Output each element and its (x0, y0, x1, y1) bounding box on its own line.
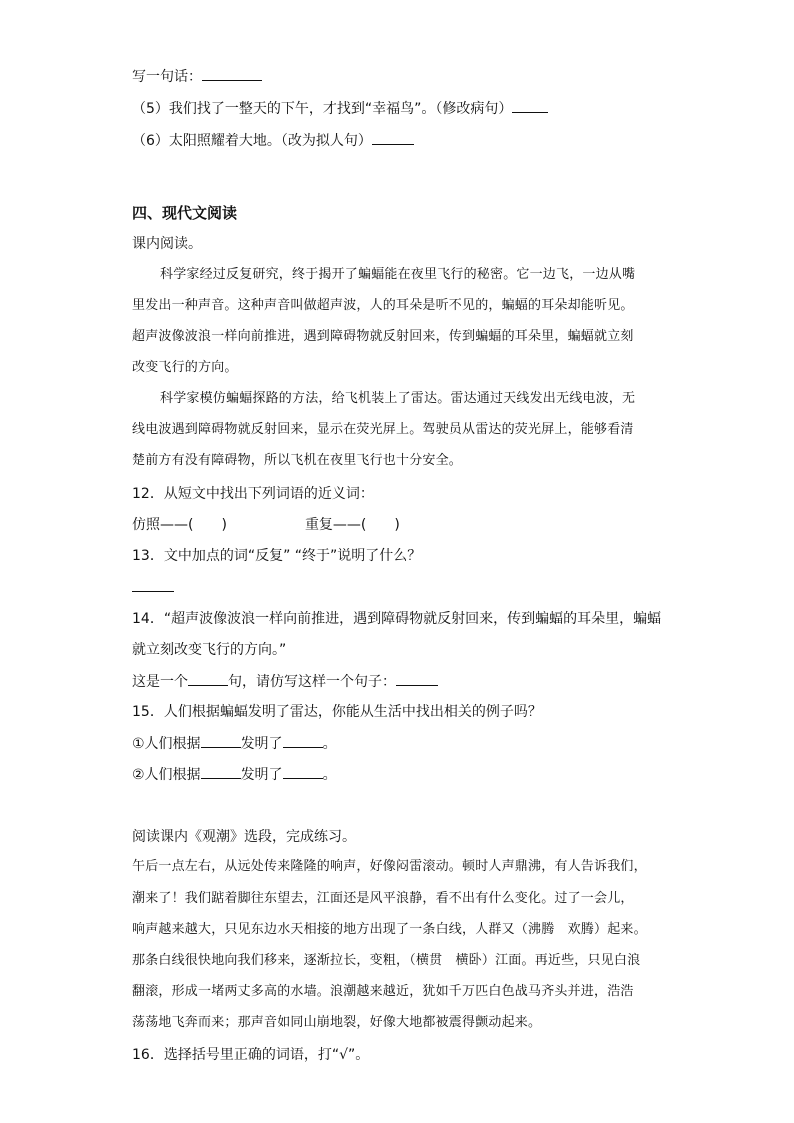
write-sentence-line (132, 66, 262, 87)
answer-blank[interactable] (396, 671, 438, 686)
passage-line: 荡荡地飞奔而来；那声音如同山崩地裂，好像大地都被震得颤动起来。 (132, 1015, 542, 1030)
question-14-line1: 14．“超声波像波浪一样向前推进，遇到障碍物就反射回来，传到蝙蝠的耳朵里，蝙蝠 (132, 611, 662, 627)
answer-blank[interactable] (188, 671, 228, 686)
question-12-items (132, 515, 400, 535)
answer-blank[interactable] (372, 130, 414, 145)
question-13: 13．文中加点的词“反复” “终于”说明了什么？ (132, 548, 422, 564)
answer-blank[interactable] (512, 98, 548, 113)
synonym-item-1: 仿照——( ) (132, 517, 227, 533)
question-12: 12．从短文中找出下列词语的近义词： (132, 486, 374, 502)
question-6 (132, 130, 414, 151)
passage-line: 里发出一种声音。这种声音叫做超声波，人的耳朵是听不见的，蝙蝠的耳朵却能听见。 (132, 298, 634, 313)
passage-line: 改变飞行的方向。 (132, 360, 238, 375)
section-intro: 课内阅读。 (132, 236, 202, 252)
answer-blank[interactable] (201, 733, 241, 748)
passage-line: 楚前方有没有障碍物，所以飞机在夜里飞行也十分安全。 (132, 453, 463, 468)
answer-blank[interactable] (283, 733, 323, 748)
passage-line: 超声波像波浪一样向前推进，遇到障碍物就反射回来，传到蝙蝠的耳朵里，蝙蝠就立刻 (132, 329, 634, 344)
passage-line: 科学家经过反复研究，终于揭开了蝙蝠能在夜里飞行的秘密。它一边飞，一边从嘴 (160, 267, 636, 282)
passage-line: 午后一点左右，从远处传来隆隆的响声，好像闷雷滚动。顿时人声鼎沸，有人告诉我们， (132, 859, 647, 874)
q15-text: 发明了 (240, 736, 283, 752)
section-title: 四、现代文阅读 (132, 204, 238, 222)
question-15-item-1 (132, 733, 337, 754)
write-sentence-label: 写一句话： (132, 69, 202, 85)
question-13-answer (132, 577, 174, 598)
passage-line: 线电波遇到障碍物就反射回来，显示在荧光屏上。驾驶员从雷达的荧光屏上，能够看清 (132, 422, 634, 437)
question-6-text: （6）太阳照耀着大地。（改为拟人句） (132, 133, 372, 149)
passage-line: 潮来了！我们踮着脚往东望去，江面还是风平浪静，看不出有什么变化。过了一会儿， (132, 891, 634, 906)
question-5-text: （5）我们找了一整天的下午，才找到“幸福鸟”。（修改病句） (132, 101, 513, 117)
q15-text: ①人们根据 (132, 736, 201, 752)
answer-blank[interactable] (201, 764, 241, 779)
q15-text: ②人们根据 (132, 767, 201, 783)
section-intro-guanchao: 阅读课内《观潮》选段，完成练习。 (132, 829, 356, 845)
question-5 (132, 98, 548, 119)
passage-line: 翻滚，形成一堵两丈多高的水墙。浪潮越来越近，犹如千万匹白色战马齐头并进，浩浩 (132, 984, 634, 999)
answer-blank[interactable] (202, 66, 262, 81)
question-14-answer (132, 671, 438, 692)
answer-blank[interactable] (283, 764, 323, 779)
q15-period: 。 (322, 736, 337, 752)
passage-line: 那条白线很快地向我们移来，逐渐拉长，变粗，（横贯 横卧）江面。再近些，只见白浪 (132, 953, 641, 968)
question-15: 15．人们根据蝙蝠发明了雷达，你能从生活中找出相关的例子吗？ (132, 704, 542, 720)
synonym-item-2: 重复——( ) (304, 517, 400, 533)
q14-text-b: 句，请仿写这样一个句子： (228, 674, 396, 690)
question-16: 16．选择括号里正确的词语，打“√”。 (132, 1047, 370, 1063)
q14-text-a: 这是一个 (132, 674, 188, 690)
question-15-item-2 (132, 764, 337, 785)
passage-line: 科学家模仿蝙蝠探路的方法，给飞机装上了雷达。雷达通过天线发出无线电波，无 (160, 391, 636, 406)
q15-text: 发明了 (240, 767, 283, 783)
answer-blank[interactable] (132, 577, 174, 592)
q15-period: 。 (322, 767, 337, 783)
question-14-line2: 就立刻改变飞行的方向。” (132, 642, 287, 658)
passage-line: 响声越来越大，只见东边水天相接的地方出现了一条白线，人群又（沸腾 欢腾）起来。 (132, 922, 647, 937)
